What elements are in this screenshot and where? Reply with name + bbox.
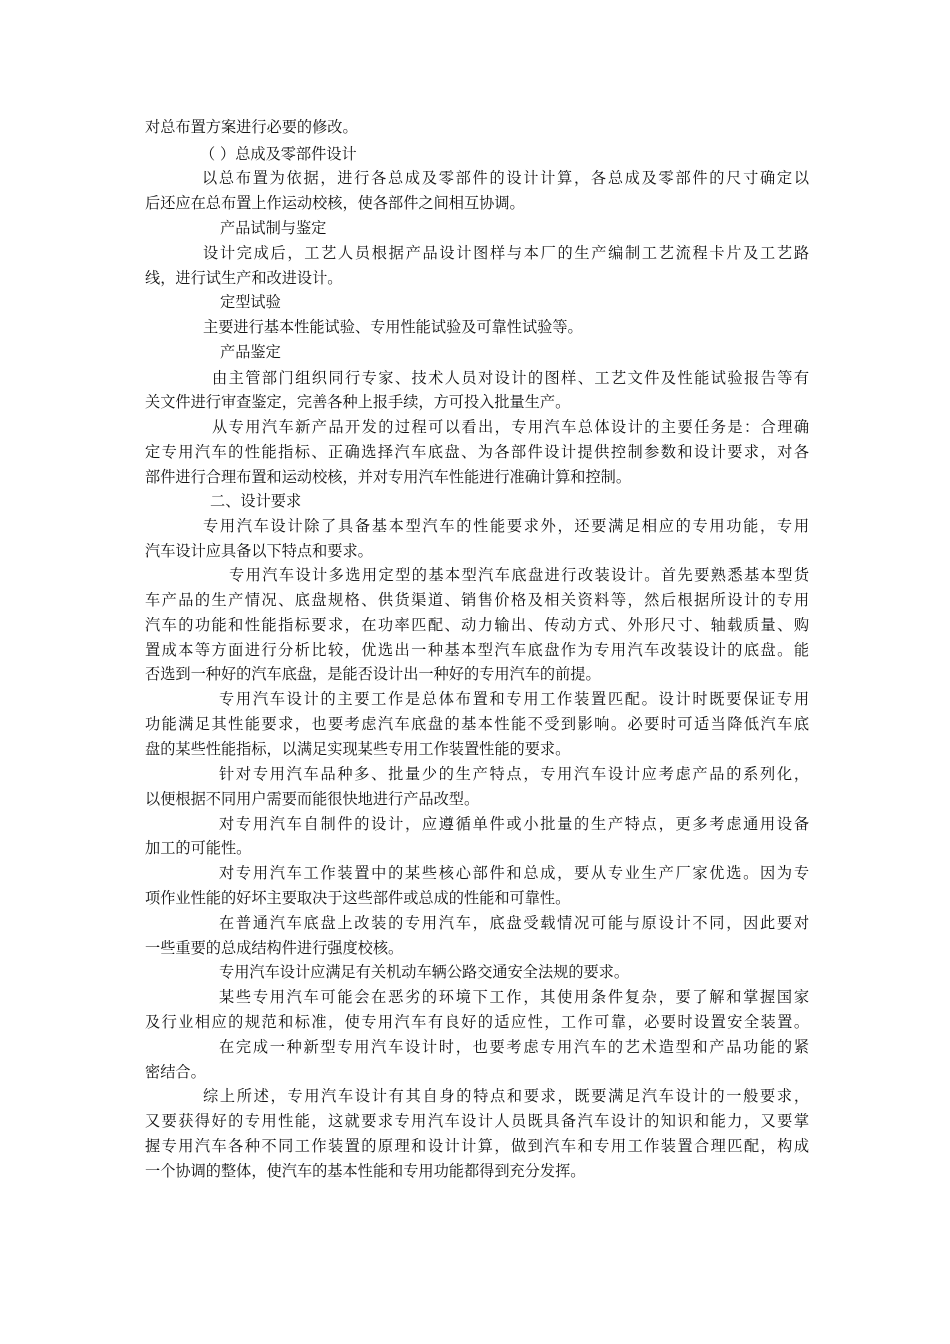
text-line: 线，进行试生产和改进设计。 [145,269,343,287]
text-line: 对专用汽车自制件的设计，应遵循单件或小批量的生产特点，更多考虑通用设备 [219,815,809,833]
text-line: 从专用汽车新产品开发的过程可以看出，专用汽车总体设计的主要任务是：合理确 [212,418,809,436]
text-line: 后还应在总布置上作运动校核，使各部件之间相互协调。 [145,194,525,212]
text-line: 项作业性能的好坏主要取决于这些部件或总成的性能和可靠性。 [145,889,571,907]
text-line: 专用汽车设计的主要工作是总体布置和专用工作装置匹配。设计时既要保证专用 [219,690,809,708]
text-line: 握专用汽车各种不同工作装置的原理和设计计算，做到汽车和专用工作装置合理匹配，构成 [145,1137,809,1155]
text-line: 对总布置方案进行必要的修改。 [145,118,358,136]
text-line: 以便根据不同用户需要而能很快地进行产品改型。 [145,790,480,808]
section-heading: 定型试验 [220,293,281,311]
text-line: 盘的某些性能指标，以满足实现某些专用工作装置性能的要求。 [145,740,571,758]
text-line: 关文件进行审查鉴定，完善各种上报手续，方可投入批量生产。 [145,393,571,411]
section-heading: 产品试制与鉴定 [220,219,327,237]
text-line: 汽车设计应具备以下特点和要求。 [145,542,373,560]
text-line: 专用汽车设计应满足有关机动车辆公路交通安全法规的要求。 [219,963,630,981]
text-line: 一个协调的整体，使汽车的基本性能和专用功能都得到充分发挥。 [145,1162,586,1180]
text-line: 加工的可能性。 [145,839,252,857]
text-line: 对专用汽车工作装置中的某些核心部件和总成，要从专业生产厂家优选。因为专 [219,864,809,882]
text-line: 定专用汽车的性能指标、正确选择汽车底盘、为各部件设计提供控制参数和设计要求，对各 [145,443,809,461]
text-line: 汽车的功能和性能指标要求，在功率匹配、动力输出、传动方式、外形尺寸、轴载质量、购 [145,616,809,634]
text-line: 密结合。 [145,1063,206,1081]
text-line: 某些专用汽车可能会在恶劣的环境下工作，其使用条件复杂，要了解和掌握国家 [219,988,809,1006]
text-line: 功能满足其性能要求，也要考虑汽车底盘的基本性能不受到影响。必要时可适当降低汽车底 [145,715,809,733]
text-line: 专用汽车设计除了具备基本型汽车的性能要求外，还要满足相应的专用功能，专用 [203,517,809,535]
text-line: 由主管部门组织同行专家、技术人员对设计的图样、工艺文件及性能试验报告等有 [212,369,809,387]
text-line: 针对专用汽车品种多、批量少的生产特点，专用汽车设计应考虑产品的系列化， [219,765,809,783]
text-line: 专用汽车设计多选用定型的基本型汽车底盘进行改装设计。首先要熟悉基本型货 [229,566,809,584]
text-line: 综上所述，专用汽车设计有其自身的特点和要求，既要满足汽车设计的一般要求， [203,1087,809,1105]
text-line: 及行业相应的规范和标准，使专用汽车有良好的适应性，工作可靠，必要时设置安全装置。 [145,1013,809,1031]
text-line: 车产品的生产情况、底盘规格、供货渠道、销售价格及相关资料等，然后根据所设计的专用 [145,591,809,609]
text-line: 一些重要的总成结构件进行强度校核。 [145,939,404,957]
text-line: 否选到一种好的汽车底盘，是能否设计出一种好的专用汽车的前提。 [145,665,601,683]
text-line: 设计完成后，工艺人员根据产品设计图样与本厂的生产编制工艺流程卡片及工艺路 [203,244,809,262]
text-line: 主要进行基本性能试验、专用性能试验及可靠性试验等。 [203,318,583,336]
section-heading: 二、设计要求 [210,492,302,510]
text-line: 以总布置为依据，进行各总成及零部件的设计计算，各总成及零部件的尺寸确定以 [202,169,809,187]
text-line: 又要获得好的专用性能，这就要求专用汽车设计人员既具备汽车设计的知识和能力，又要掌 [145,1112,809,1130]
section-heading: （ ）总成及零部件设计 [200,145,357,163]
text-line: 置成本等方面进行分析比较，优选出一种基本型汽车底盘作为专用汽车改装设计的底盘。能 [145,641,809,659]
text-line: 在普通汽车底盘上改装的专用汽车，底盘受载情况可能与原设计不同，因此要对 [219,914,809,932]
section-heading: 产品鉴定 [220,343,281,361]
text-line: 在完成一种新型专用汽车设计时，也要考虑专用汽车的艺术造型和产品功能的紧 [219,1038,809,1056]
text-line: 部件进行合理布置和运动校核，并对专用汽车性能进行准确计算和控制。 [145,468,631,486]
